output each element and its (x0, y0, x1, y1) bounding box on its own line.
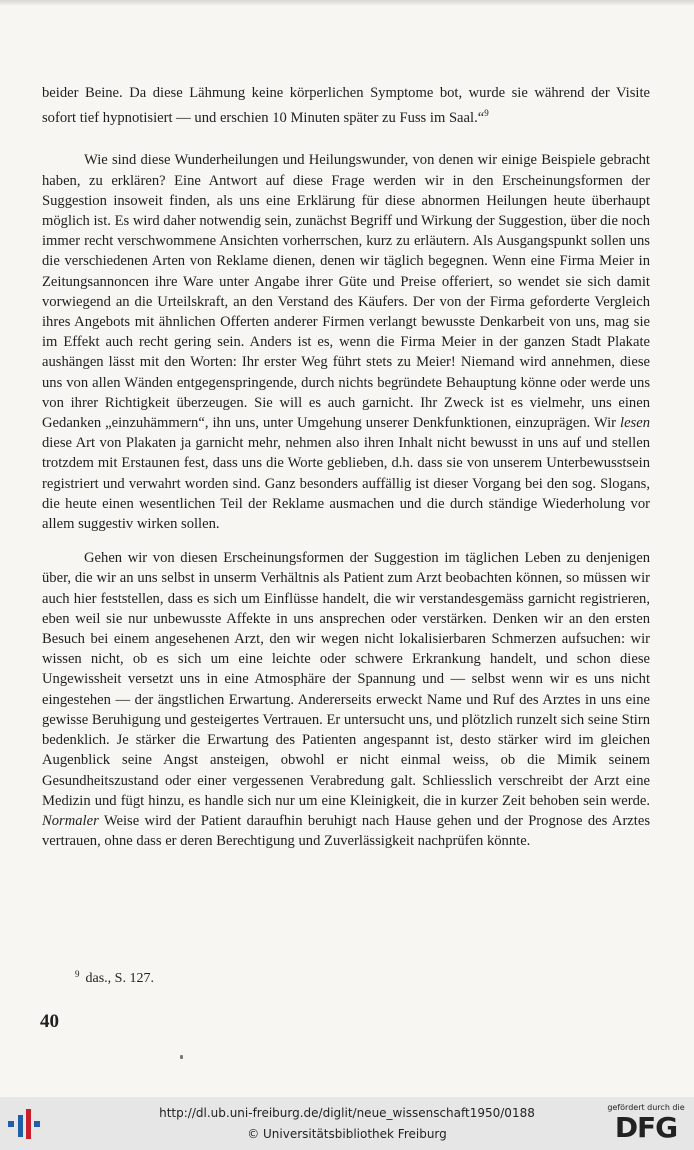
dfg-logo-icon[interactable] (606, 1103, 686, 1147)
footnote-text: das., S. 127. (85, 971, 154, 986)
paragraph-2-rest: Weise wird der Patient daraufhin beruhigt nach Hause gehen und der Prognose des Arztes vertrauen, ohne dass er deren Berechtigung und Zuverlässigkeit nachprüfen könnte. (42, 812, 651, 850)
footnote (75, 969, 375, 987)
copyright-notice: © Universitätsbibliothek Freiburg (247, 1127, 447, 1141)
paragraph-2 (42, 548, 650, 851)
paragraph-1-text: Wie sind diese Wunderheilungen und Heilungswunder, von denen wir einige Beispiele gebracht haben, zu erklären? Eine Antwort auf diese Frage werden wir in den Erscheinungsformen der Suggestion insoweit finden, als uns eine Erklärung für diese abnormen Heilungen heute überhaupt möglich ist. Es wird daher notwendig sein, zunächst Begriff und Wirkung der Suggestion, über die noch immer recht verschwommene Ansichten vorherrschen, kurz zu erläutern. Als Ausgangspunkt sollen uns die verschiedenen Arten von Reklame dienen, denen wir täglich begegnen. Wenn eine Firma Meier in Zeitungsannoncen ihre Ware unter Angabe ihrer Güte und Preise offeriert, so wendet sie sich damit vorwiegend an die Urteilskraft, an den Verstand des Käufers. Der von der Firma geforderte Vergleich ihres Angebots mit ähnlichen Offerten anderer Firmen verlangt bewusste Denkarbeit von uns, mag sie im Effekt auch recht gering sein. Anders ist es, wenn die Firma Meier in der ganzen Stadt Plakate aushängen lässt mit den Worten: Ihr erster Weg führt stets zu Meier! Niemand wird annehmen, diese uns von allen Wänden entgegenspringende, durch nichts begründete Behauptung könne oder werde uns von ihrer Richtigkeit überzeugen. Sie will es auch garnicht. Ihr Zweck ist es vielmehr, uns einen Gedanken „einzuhämmern“, ihn uns, unter Umgehung unserer Denkfunktionen, einzuprägen. Wir (42, 152, 650, 432)
body-text (42, 83, 650, 851)
footnote-reference[interactable]: 9 (484, 108, 489, 119)
sponsor-mark: DFG (614, 1111, 678, 1144)
opening-text: beider Beine. Da diese Lähmung keine körperlichen Symptome bot, wurde sie während der Visite sofort tief hypnotisiert — und erschien 10 Minuten später zu Fuss im Saal.“ (42, 85, 650, 127)
viewer-footer (0, 1097, 694, 1150)
paragraph-1 (42, 150, 650, 534)
page-top-edge (0, 0, 694, 6)
paragraph-2-emphasis: Normaler (42, 812, 99, 829)
paragraph-gap (42, 128, 650, 150)
paragraph-gap (42, 534, 650, 548)
paragraph-1-rest: diese Art von Plakaten ja garnicht mehr, nehmen also ihren Inhalt nicht bewusst in uns auf und stellen trotzdem mit Erstaunen fest, dass uns die Worte geblieben, d.h. dass sie von unserem Unterbewusstsein registriert und verwahrt worden sind. Ganz besonders auffällig ist dieser Vorgang bei den sog. Slogans, die heute einen wesentlichen Teil der Reklame ausmachen und die durch ständige Wiederholung vor allem suggestiv wirken sollen. (42, 435, 650, 533)
permalink-url[interactable]: http://dl.ub.uni-freiburg.de/diglit/neue_wissenschaft1950/0188 (159, 1106, 535, 1120)
sponsor-caption: gefördert durch die (607, 1103, 685, 1112)
paragraph-2-text: Gehen wir von diesen Erscheinungsformen der Suggestion im täglichen Leben zu denjenigen über, die wir an uns selbst in unserm Verhältnis als Patient zum Arzt beobachten können, so müssen wir auch hier feststellen, dass es sich um Einflüsse handelt, die wir verstandesgemäss garnicht registrieren, eben weil sie nur unbewusste Affekte in uns ansprechen oder verstärken. Denken wir an den ersten Besuch bei einem angesehenen Arzt, den wir wegen nicht lokalisierbaren Schmerzen aufsuchen: wir wissen nicht, ob es sich um eine leichte oder schwere Erkrankung handelt, und schon diese Ungewissheit versetzt uns in eine Atmosphäre der Spannung und — selbst wenn wir es uns nicht eingestehen — der ängstlichen Erwartung. Andererseits erweckt Name und Ruf des Arztes in uns eine gewisse Beruhigung und gesteigertes Vertrauen. Er untersucht uns, und plötzlich runzelt sich seine Stirn bedenklich. Je stärker die Erwartung des Patienten angespannt ist, desto stärker wird im gleichen Augenblick seine Angst ansteigen, obwohl er nicht einmal weiss, ob die Mimik seinem Gesundheitszustand oder einer vergessenen Verabredung galt. Schliesslich verschreibt der Arzt eine Medizin und fügt hinzu, es handle sich nur um eine Kleinigkeit, die in kurzer Zeit behoben sein werde. (42, 550, 650, 809)
footnote-marker: 9 (75, 969, 80, 979)
opening-paragraph (42, 83, 650, 128)
paragraph-1-emphasis: lesen (620, 415, 651, 432)
page-number: 40 (40, 1011, 59, 1032)
scan-speck (180, 1055, 183, 1059)
